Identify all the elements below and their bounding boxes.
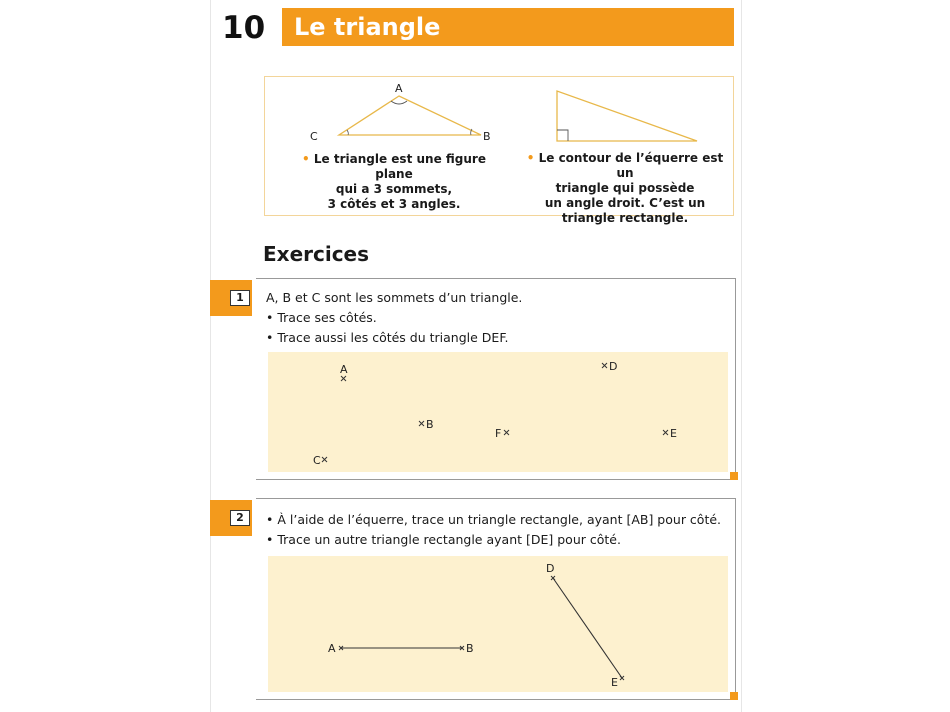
vertex-label-a: A	[395, 82, 403, 95]
bullet-icon: •	[302, 152, 310, 166]
point-d-cross	[602, 363, 607, 368]
right-triangle-definition	[525, 151, 725, 226]
vertex-label-c: C	[310, 130, 318, 143]
exercise-2-bullet-1: • À l’aide de l’équerre, trace un triangle rectangle, ayant [AB] pour côté.	[266, 512, 722, 527]
point-c-cross	[322, 457, 327, 462]
definition-line-1: Le triangle est une figure plane	[313, 152, 486, 181]
corner-marker	[730, 692, 738, 700]
page-title: Le triangle	[294, 13, 441, 41]
triangle-figure	[339, 96, 481, 135]
title-bar	[282, 8, 734, 46]
right-triangle-figure	[557, 91, 697, 141]
point-b-cross	[419, 421, 424, 426]
rt-line-3: un angle droit. C’est un	[544, 196, 706, 210]
angle-mark-c	[347, 130, 348, 135]
point-e-label: E	[611, 676, 618, 689]
right-angle-mark	[557, 130, 568, 141]
point-e-cross	[663, 430, 668, 435]
point-a-label: A	[328, 642, 336, 655]
point-e-cross	[620, 676, 624, 680]
exercise-1-points	[268, 352, 728, 472]
definition-line-2: qui a 3 sommets,	[335, 182, 453, 196]
exercise-1-intro: A, B et C sont les sommets d’un triangle.	[266, 290, 523, 305]
vertex-label-b: B	[483, 130, 491, 143]
exercise-2-segments	[268, 556, 728, 692]
point-d-cross	[551, 576, 555, 580]
exercise-1-number: 1	[230, 290, 250, 306]
exercise-2-tab	[210, 500, 252, 536]
theory-box	[264, 76, 734, 225]
exercise-1-bullet-2: • Trace aussi les côtés du triangle DEF.	[266, 330, 509, 345]
point-c-label: C	[313, 454, 321, 467]
segment-de	[553, 578, 622, 678]
rt-line-2: triangle qui possède	[555, 181, 695, 195]
rt-line-1: Le contour de l’équerre est un	[538, 151, 724, 180]
exercise-1-drawing-area[interactable]	[268, 352, 728, 472]
exercise-2-drawing-area[interactable]	[268, 556, 728, 692]
chapter-number: 10	[222, 10, 266, 46]
exercise-2-bullet-2: • Trace un autre triangle rectangle ayant [DE] pour côté.	[266, 532, 621, 547]
exercise-1-bullet-1: • Trace ses côtés.	[266, 310, 377, 325]
point-a-label: A	[340, 363, 348, 376]
point-e-label: E	[670, 427, 677, 440]
exercise-2-number: 2	[230, 510, 250, 526]
angle-mark-a	[391, 101, 407, 104]
point-b-label: B	[466, 642, 474, 655]
corner-marker	[730, 472, 738, 480]
bullet-icon: •	[526, 151, 535, 165]
point-d-label: D	[609, 360, 618, 373]
triangle-definition	[289, 152, 499, 212]
exercises-heading: Exercices	[263, 242, 370, 266]
rt-line-4: triangle rectangle.	[561, 211, 689, 225]
point-f-cross	[504, 430, 509, 435]
point-a-cross	[341, 376, 346, 381]
definition-line-3: 3 côtés et 3 angles.	[327, 197, 461, 211]
point-b-label: B	[426, 418, 434, 431]
point-f-label: F	[495, 427, 502, 440]
point-d-label: D	[546, 562, 555, 575]
exercise-1-tab	[210, 280, 252, 316]
